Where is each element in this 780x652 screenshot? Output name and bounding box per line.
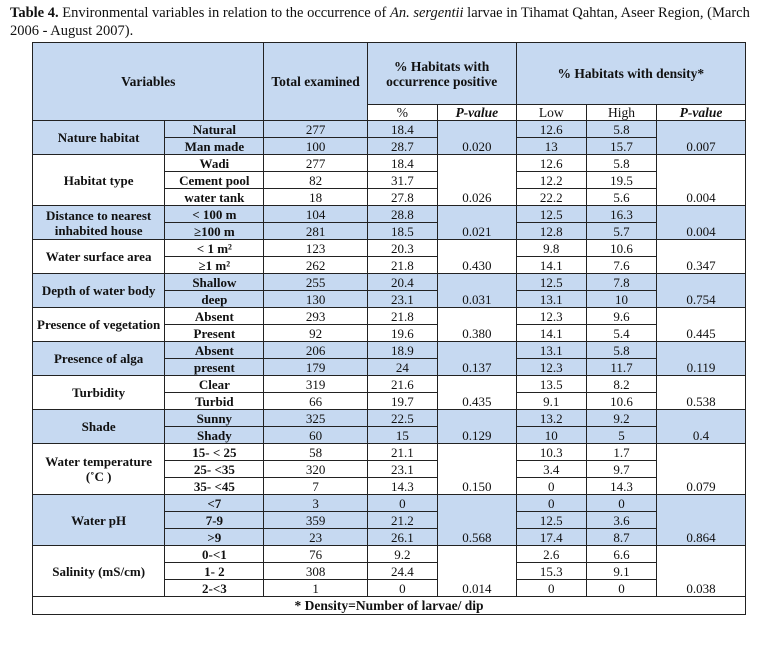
occurrence-pct-cell: 24.4 — [367, 563, 437, 580]
header-variables: Variables — [33, 43, 264, 121]
occurrence-pct-cell: 20.4 — [367, 274, 437, 291]
occurrence-pct-cell: 21.2 — [367, 512, 437, 529]
variable-cell: Shade — [33, 410, 165, 444]
table-row — [33, 376, 746, 393]
occurrence-pct-cell: 28.8 — [367, 206, 437, 223]
density-high-cell: 10.6 — [586, 393, 656, 410]
density-pvalue-cell: 0.4 — [657, 410, 746, 444]
subcategory-cell: 1- 2 — [165, 563, 264, 580]
density-pvalue-cell: 0.445 — [657, 308, 746, 342]
subcategory-cell: 2-<3 — [165, 580, 264, 597]
density-low-cell: 3.4 — [516, 461, 586, 478]
table-row — [33, 274, 746, 291]
density-pvalue-cell: 0.007 — [657, 121, 746, 155]
density-high-cell: 5.8 — [586, 342, 656, 359]
density-low-cell: 12.6 — [516, 121, 586, 138]
total-cell: 179 — [264, 359, 367, 376]
total-cell: 130 — [264, 291, 367, 308]
total-cell: 293 — [264, 308, 367, 325]
density-pvalue-cell: 0.004 — [657, 155, 746, 206]
table-caption — [10, 4, 770, 40]
table-row — [33, 410, 746, 427]
total-cell: 18 — [264, 189, 367, 206]
subcategory-cell: 15- < 25 — [165, 444, 264, 461]
subcategory-cell: Absent — [165, 308, 264, 325]
total-cell: 82 — [264, 172, 367, 189]
subcategory-cell: deep — [165, 291, 264, 308]
occurrence-pvalue-cell: 0.380 — [438, 308, 517, 342]
total-cell: 206 — [264, 342, 367, 359]
variable-cell: Presence of alga — [33, 342, 165, 376]
variable-cell: Turbidity — [33, 376, 165, 410]
occurrence-pct-cell: 21.8 — [367, 308, 437, 325]
subcategory-cell: 35- <45 — [165, 478, 264, 495]
data-table — [32, 42, 746, 615]
subcategory-cell: ≥100 m — [165, 223, 264, 240]
density-high-cell: 14.3 — [586, 478, 656, 495]
occurrence-pct-cell: 21.6 — [367, 376, 437, 393]
variable-cell: Water pH — [33, 495, 165, 546]
density-high-cell: 10 — [586, 291, 656, 308]
variable-cell: Nature habitat — [33, 121, 165, 155]
occurrence-pvalue-cell: 0.568 — [438, 495, 517, 546]
density-high-cell: 6.6 — [586, 546, 656, 563]
total-cell: 281 — [264, 223, 367, 240]
density-pvalue-cell: 0.347 — [657, 240, 746, 274]
caption-text-after: larvae in Tihamat Qahtan, Aseer Region, (March 2006 - August 2007). — [10, 5, 750, 39]
variable-cell: Presence of vegetation — [33, 308, 165, 342]
header-pvalue-density: P-value — [657, 105, 746, 121]
density-low-cell: 10.3 — [516, 444, 586, 461]
density-high-cell: 11.7 — [586, 359, 656, 376]
caption-label: Table 4. — [10, 5, 59, 21]
total-cell: 100 — [264, 138, 367, 155]
total-cell: 319 — [264, 376, 367, 393]
occurrence-pvalue-cell: 0.435 — [438, 376, 517, 410]
occurrence-pvalue-cell: 0.137 — [438, 342, 517, 376]
occurrence-pct-cell: 31.7 — [367, 172, 437, 189]
density-high-cell: 5.6 — [586, 189, 656, 206]
density-high-cell: 5.8 — [586, 155, 656, 172]
density-high-cell: 19.5 — [586, 172, 656, 189]
occurrence-pvalue-cell: 0.031 — [438, 274, 517, 308]
total-cell: 308 — [264, 563, 367, 580]
subcategory-cell: Shallow — [165, 274, 264, 291]
density-low-cell: 12.5 — [516, 512, 586, 529]
total-cell: 66 — [264, 393, 367, 410]
density-pvalue-cell: 0.864 — [657, 495, 746, 546]
density-low-cell: 9.8 — [516, 240, 586, 257]
density-low-cell: 0 — [516, 478, 586, 495]
subcategory-cell: Turbid — [165, 393, 264, 410]
occurrence-pvalue-cell: 0.150 — [438, 444, 517, 495]
total-cell: 92 — [264, 325, 367, 342]
subcategory-cell: < 1 m² — [165, 240, 264, 257]
caption-species: An. sergentii — [389, 5, 464, 21]
density-pvalue-cell: 0.004 — [657, 206, 746, 240]
total-cell: 7 — [264, 478, 367, 495]
density-low-cell: 22.2 — [516, 189, 586, 206]
subcategory-cell: >9 — [165, 529, 264, 546]
total-cell: 320 — [264, 461, 367, 478]
occurrence-pct-cell: 20.3 — [367, 240, 437, 257]
density-low-cell: 12.3 — [516, 359, 586, 376]
density-low-cell: 17.4 — [516, 529, 586, 546]
table-row — [33, 240, 746, 257]
density-pvalue-cell: 0.038 — [657, 546, 746, 597]
density-low-cell: 0 — [516, 580, 586, 597]
occurrence-pct-cell: 21.8 — [367, 257, 437, 274]
occurrence-pct-cell: 18.5 — [367, 223, 437, 240]
occurrence-pct-cell: 23.1 — [367, 461, 437, 478]
density-low-cell: 12.6 — [516, 155, 586, 172]
density-low-cell: 13.2 — [516, 410, 586, 427]
density-high-cell: 5.8 — [586, 121, 656, 138]
density-low-cell: 12.3 — [516, 308, 586, 325]
density-high-cell: 1.7 — [586, 444, 656, 461]
subcategory-cell: 0-<1 — [165, 546, 264, 563]
density-low-cell: 9.1 — [516, 393, 586, 410]
occurrence-pct-cell: 14.3 — [367, 478, 437, 495]
density-high-cell: 5.7 — [586, 223, 656, 240]
variable-cell: Habitat type — [33, 155, 165, 206]
density-low-cell: 13.1 — [516, 291, 586, 308]
subcategory-cell: Present — [165, 325, 264, 342]
density-low-cell: 13 — [516, 138, 586, 155]
header-high: High — [586, 105, 656, 121]
subcategory-cell: 7-9 — [165, 512, 264, 529]
density-high-cell: 7.6 — [586, 257, 656, 274]
density-low-cell: 12.5 — [516, 206, 586, 223]
table-row — [33, 206, 746, 223]
occurrence-pct-cell: 0 — [367, 580, 437, 597]
density-low-cell: 0 — [516, 495, 586, 512]
header-pvalue: P-value — [438, 105, 517, 121]
subcategory-cell: 25- <35 — [165, 461, 264, 478]
density-high-cell: 3.6 — [586, 512, 656, 529]
occurrence-pvalue-cell: 0.026 — [438, 155, 517, 206]
density-high-cell: 9.6 — [586, 308, 656, 325]
density-high-cell: 0 — [586, 580, 656, 597]
density-low-cell: 13.5 — [516, 376, 586, 393]
table-footnote: * Density=Number of larvae/ dip — [33, 597, 746, 615]
occurrence-pct-cell: 26.1 — [367, 529, 437, 546]
occurrence-pvalue-cell: 0.430 — [438, 240, 517, 274]
density-high-cell: 7.8 — [586, 274, 656, 291]
occurrence-pct-cell: 9.2 — [367, 546, 437, 563]
caption-text-before: Environmental variables in relation to the occurrence of — [58, 5, 390, 21]
density-low-cell: 2.6 — [516, 546, 586, 563]
table-row — [33, 155, 746, 172]
subcategory-cell: <7 — [165, 495, 264, 512]
header-low: Low — [516, 105, 586, 121]
table-row — [33, 308, 746, 325]
total-cell: 123 — [264, 240, 367, 257]
occurrence-pct-cell: 23.1 — [367, 291, 437, 308]
density-high-cell: 16.3 — [586, 206, 656, 223]
table-row — [33, 444, 746, 461]
density-high-cell: 0 — [586, 495, 656, 512]
occurrence-pvalue-cell: 0.021 — [438, 206, 517, 240]
density-low-cell: 13.1 — [516, 342, 586, 359]
total-cell: 359 — [264, 512, 367, 529]
subcategory-cell: water tank — [165, 189, 264, 206]
density-high-cell: 5.4 — [586, 325, 656, 342]
density-high-cell: 9.1 — [586, 563, 656, 580]
occurrence-pvalue-cell: 0.014 — [438, 546, 517, 597]
occurrence-pct-cell: 15 — [367, 427, 437, 444]
subcategory-cell: Absent — [165, 342, 264, 359]
total-cell: 277 — [264, 121, 367, 138]
table-row — [33, 546, 746, 563]
occurrence-pct-cell: 0 — [367, 495, 437, 512]
density-low-cell: 14.1 — [516, 325, 586, 342]
header-pct: % — [367, 105, 437, 121]
header-total-examined: Total examined — [264, 43, 367, 121]
occurrence-pct-cell: 19.7 — [367, 393, 437, 410]
density-high-cell: 15.7 — [586, 138, 656, 155]
variable-cell: Salinity (mS/cm) — [33, 546, 165, 597]
density-high-cell: 9.7 — [586, 461, 656, 478]
subcategory-cell: Sunny — [165, 410, 264, 427]
density-low-cell: 12.2 — [516, 172, 586, 189]
table-row — [33, 495, 746, 512]
occurrence-pct-cell: 18.4 — [367, 155, 437, 172]
variable-cell: Water surface area — [33, 240, 165, 274]
table-row — [33, 342, 746, 359]
occurrence-pct-cell: 22.5 — [367, 410, 437, 427]
density-low-cell: 15.3 — [516, 563, 586, 580]
subcategory-cell: Clear — [165, 376, 264, 393]
density-pvalue-cell: 0.754 — [657, 274, 746, 308]
variable-cell: Depth of water body — [33, 274, 165, 308]
density-pvalue-cell: 0.538 — [657, 376, 746, 410]
total-cell: 104 — [264, 206, 367, 223]
density-high-cell: 10.6 — [586, 240, 656, 257]
occurrence-pvalue-cell: 0.020 — [438, 121, 517, 155]
subcategory-cell: ≥1 m² — [165, 257, 264, 274]
total-cell: 255 — [264, 274, 367, 291]
total-cell: 76 — [264, 546, 367, 563]
subcategory-cell: Cement pool — [165, 172, 264, 189]
total-cell: 3 — [264, 495, 367, 512]
occurrence-pct-cell: 19.6 — [367, 325, 437, 342]
total-cell: 262 — [264, 257, 367, 274]
density-high-cell: 8.7 — [586, 529, 656, 546]
occurrence-pct-cell: 18.9 — [367, 342, 437, 359]
header-density: % Habitats with density* — [516, 43, 745, 105]
density-low-cell: 14.1 — [516, 257, 586, 274]
subcategory-cell: Shady — [165, 427, 264, 444]
header-occurrence: % Habitats with occurrence positive — [367, 43, 516, 105]
subcategory-cell: Natural — [165, 121, 264, 138]
total-cell: 60 — [264, 427, 367, 444]
variable-cell: Water temperature (˚C ) — [33, 444, 165, 495]
occurrence-pct-cell: 21.1 — [367, 444, 437, 461]
subcategory-cell: Wadi — [165, 155, 264, 172]
occurrence-pct-cell: 27.8 — [367, 189, 437, 206]
density-high-cell: 9.2 — [586, 410, 656, 427]
occurrence-pct-cell: 24 — [367, 359, 437, 376]
density-low-cell: 12.8 — [516, 223, 586, 240]
occurrence-pct-cell: 28.7 — [367, 138, 437, 155]
total-cell: 58 — [264, 444, 367, 461]
total-cell: 325 — [264, 410, 367, 427]
density-low-cell: 12.5 — [516, 274, 586, 291]
total-cell: 277 — [264, 155, 367, 172]
total-cell: 1 — [264, 580, 367, 597]
subcategory-cell: Man made — [165, 138, 264, 155]
occurrence-pct-cell: 18.4 — [367, 121, 437, 138]
variable-cell: Distance to nearest inhabited house — [33, 206, 165, 240]
subcategory-cell: < 100 m — [165, 206, 264, 223]
density-pvalue-cell: 0.119 — [657, 342, 746, 376]
subcategory-cell: present — [165, 359, 264, 376]
table-row — [33, 121, 746, 138]
density-pvalue-cell: 0.079 — [657, 444, 746, 495]
density-low-cell: 10 — [516, 427, 586, 444]
density-high-cell: 8.2 — [586, 376, 656, 393]
density-high-cell: 5 — [586, 427, 656, 444]
total-cell: 23 — [264, 529, 367, 546]
occurrence-pvalue-cell: 0.129 — [438, 410, 517, 444]
